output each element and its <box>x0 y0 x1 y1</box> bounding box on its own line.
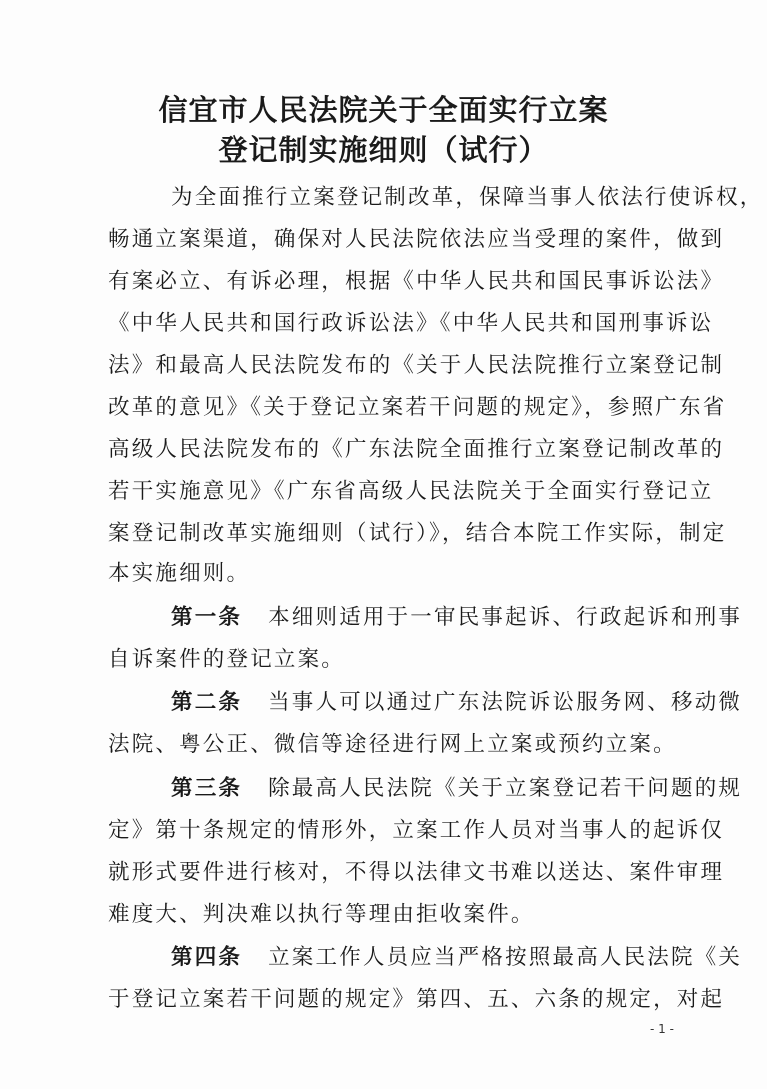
article-heading: 第一条 <box>171 605 243 630</box>
article-4-first-line <box>171 940 742 971</box>
document-title-line-1: 信宜市人民法院关于全面实行立案 <box>158 93 609 127</box>
preamble-line: 案登记制改革实施细则（试行）》，结合本院工作实际，制定 <box>108 521 727 546</box>
preamble-line: 本实施细则。 <box>108 561 251 586</box>
article-3-first-line <box>171 771 742 802</box>
preamble-line: 《中华人民共和国行政诉讼法》《中华人民共和国刑事诉讼 <box>108 311 714 336</box>
article-line: 定》第十条规定的情形外，立案工作人员对当事人的起诉仅 <box>108 818 725 843</box>
preamble-line: 若干实施意见》《广东省高级人民法院关于全面实行登记立 <box>108 479 714 504</box>
preamble-line: 高级人民法院发布的《广东法院全面推行立案登记制改革的 <box>108 437 725 462</box>
article-line: 法院、粤公正、微信等途径进行网上立案或预约立案。 <box>108 732 677 757</box>
article-text: 本细则适用于一审民事起诉、行政起诉和刑事 <box>268 605 743 630</box>
preamble-line: 法》和最高人民法院发布的《关于人民法院推行立案登记制 <box>108 353 725 378</box>
preamble-line: 为全面推行立案登记制改革，保障当事人依法行使诉权， <box>171 185 764 210</box>
article-line: 就形式要件进行核对，不得以法律文书难以送达、案件审理 <box>108 860 725 885</box>
document-title-line-2: 登记制实施细则（试行） <box>218 133 549 167</box>
article-line: 于登记立案若干问题的规定》第四、五、六条的规定，对起 <box>108 987 725 1012</box>
article-text: 除最高人民法院《关于立案登记若干问题的规 <box>268 776 743 801</box>
article-1-first-line <box>171 600 742 631</box>
article-heading: 第三条 <box>171 776 243 801</box>
preamble-line: 改革的意见》《关于登记立案若干问题的规定》，参照广东省 <box>108 395 727 420</box>
page-number: - 1 - <box>650 1022 674 1036</box>
article-2-first-line <box>171 685 742 716</box>
article-text: 立案工作人员应当严格按照最高人民法院《关 <box>268 945 743 970</box>
article-text: 当事人可以通过广东法院诉讼服务网、移动微 <box>268 690 743 715</box>
article-line: 难度大、判决难以执行等理由拒收案件。 <box>108 902 535 927</box>
article-heading: 第四条 <box>171 945 243 970</box>
preamble-line: 畅通立案渠道，确保对人民法院依法应当受理的案件，做到 <box>108 227 725 252</box>
article-heading: 第二条 <box>171 690 243 715</box>
preamble-line: 有案必立、有诉必理，根据《中华人民共和国民事诉讼法》 <box>108 269 725 294</box>
article-line: 自诉案件的登记立案。 <box>108 647 346 672</box>
